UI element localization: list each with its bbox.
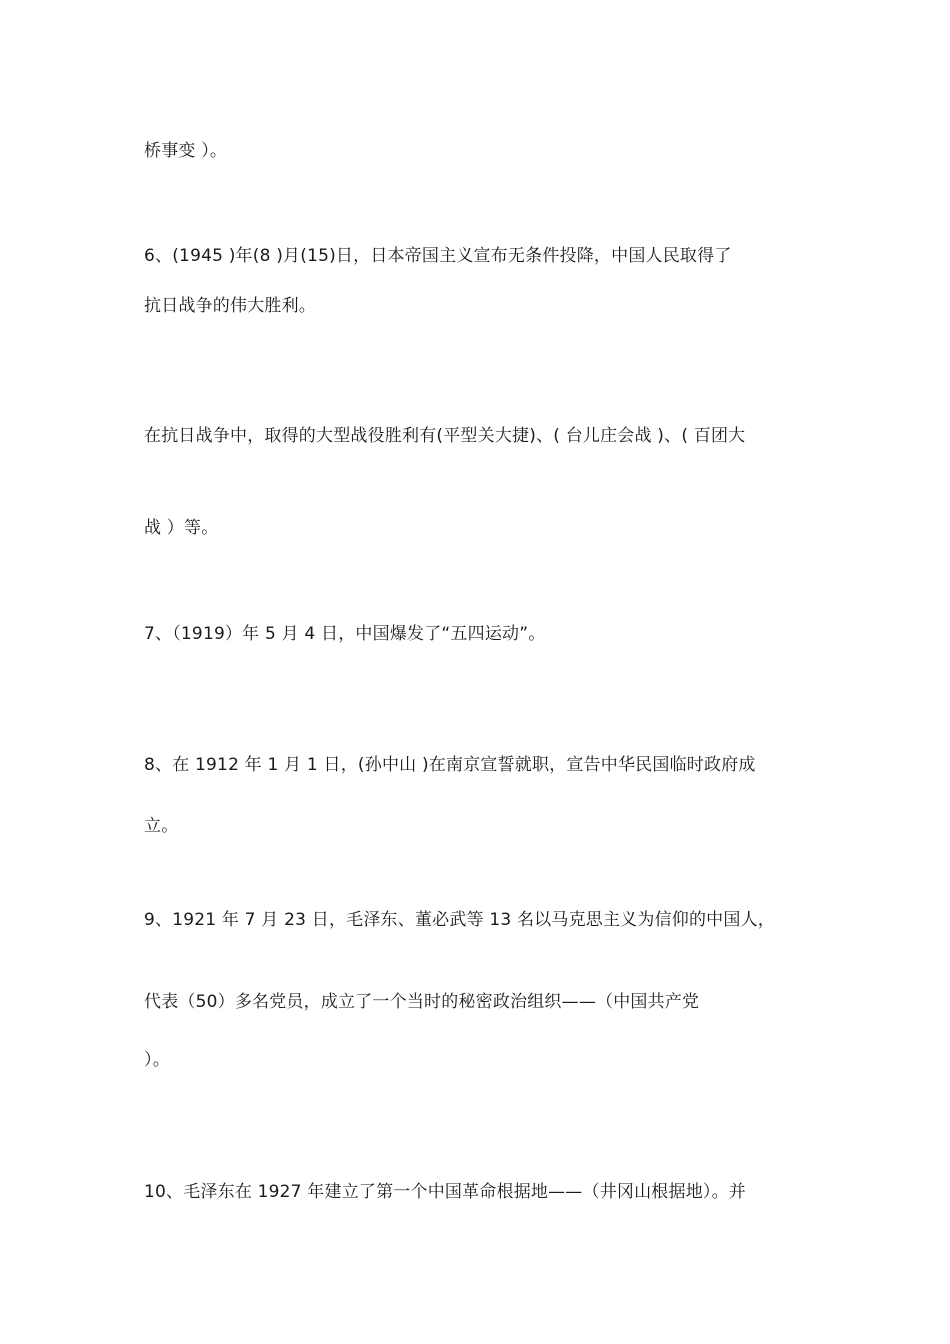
text-line: 立。 (144, 816, 179, 836)
text-line: 7、（1919）年 5 月 4 日，中国爆发了“五四运动”。 (144, 624, 546, 644)
text-line: 6、(1945 )年(8 )月(15)日，日本帝国主义宣布无条件投降，中国人民取得了 (144, 246, 732, 266)
text-line: 8、在 1912 年 1 月 1 日，(孙中山 )在南京宣誓就职，宣告中华民国临时政府成 (144, 755, 756, 775)
text-line: ）。 (144, 1050, 170, 1070)
text-line: 抗日战争的伟大胜利。 (144, 296, 316, 316)
text-line: 桥事变 ）。 (144, 141, 228, 161)
text-line: 9、1921 年 7 月 23 日，毛泽东、董必武等 13 名以马克思主义为信仰的中国人， (144, 910, 775, 930)
text-line: 代表（50）多名党员，成立了一个当时的秘密政治组织——（中国共产党 (144, 992, 700, 1012)
text-line: 在抗日战争中，取得的大型战役胜利有(平型关大捷)、( 台儿庄会战 )、( 百团大 (144, 426, 746, 446)
text-line: 10、毛泽东在 1927 年建立了第一个中国革命根据地——（井冈山根据地）。并 (144, 1182, 747, 1202)
text-line: 战 ）等。 (144, 518, 219, 538)
